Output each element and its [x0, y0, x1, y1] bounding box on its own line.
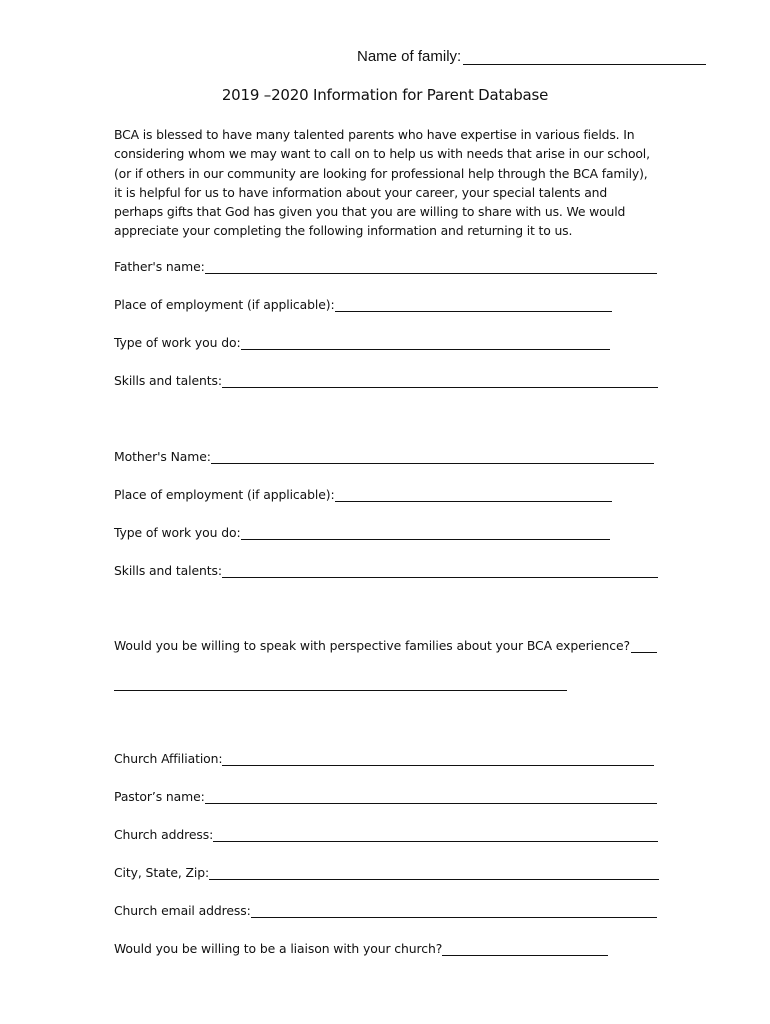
mother-work-field [114, 525, 610, 540]
church-affiliation-blank[interactable] [222, 751, 654, 766]
family-name-label: Name of family: [357, 48, 462, 65]
father-employment-label: Place of employment (if applicable): [114, 297, 335, 312]
speak-answer-blank[interactable] [631, 638, 657, 653]
city-state-zip-label: City, State, Zip: [114, 865, 210, 880]
speak-question-label: Would you be willing to speak with perspective families about your BCA experience? [114, 638, 630, 653]
intro-line: perhaps gifts that God has given you that you are willing to share with us. We would [114, 204, 626, 220]
pastor-name-blank[interactable] [205, 789, 657, 804]
father-employment-blank[interactable] [335, 297, 612, 312]
intro-line: appreciate your completing the following information and returning it to us. [114, 223, 573, 239]
family-name-field [357, 48, 706, 65]
father-work-blank[interactable] [241, 335, 610, 350]
mother-skills-label: Skills and talents: [114, 563, 222, 578]
church-liaison-label: Would you be willing to be a liaison with your church? [114, 941, 443, 956]
pastor-name-label: Pastor’s name: [114, 789, 205, 804]
father-skills-label: Skills and talents: [114, 373, 222, 388]
father-employment-field [114, 297, 612, 312]
intro-line: it is helpful for us to have information about your career, your special talents and [114, 184, 608, 200]
church-email-blank[interactable] [251, 903, 657, 918]
mother-employment-label: Place of employment (if applicable): [114, 487, 335, 502]
mother-work-label: Type of work you do: [114, 525, 241, 540]
church-email-label: Church email address: [114, 903, 251, 918]
mother-name-label: Mother's Name: [114, 449, 211, 464]
intro-paragraph [114, 125, 674, 241]
father-name-field [114, 259, 657, 274]
intro-line: considering whom we may want to call on to help us with needs that arise in our school, [114, 146, 650, 162]
father-name-label: Father's name: [114, 259, 205, 274]
father-skills-field [114, 373, 658, 388]
father-work-field [114, 335, 610, 350]
church-affiliation-field [114, 751, 654, 766]
mother-employment-field [114, 487, 612, 502]
church-address-field [114, 827, 658, 842]
intro-line: (or if others in our community are looking for professional help through the BCA family), [114, 165, 648, 181]
church-liaison-field [114, 941, 608, 956]
mother-employment-blank[interactable] [335, 487, 612, 502]
father-skills-blank[interactable] [222, 373, 658, 388]
pastor-name-field [114, 789, 657, 804]
church-address-label: Church address: [114, 827, 214, 842]
father-name-blank[interactable] [205, 259, 657, 274]
church-liaison-blank[interactable] [442, 941, 608, 956]
mother-name-blank[interactable] [211, 449, 654, 464]
church-email-field [114, 903, 657, 918]
mother-name-field [114, 449, 654, 464]
father-work-label: Type of work you do: [114, 335, 241, 350]
city-state-zip-field [114, 865, 659, 880]
mother-skills-field [114, 563, 658, 578]
church-affiliation-label: Church Affiliation: [114, 751, 223, 766]
church-address-blank[interactable] [213, 827, 658, 842]
family-name-blank[interactable] [463, 48, 706, 65]
page-title: 2019 –2020 Information for Parent Database [221, 86, 549, 104]
mother-skills-blank[interactable] [222, 563, 658, 578]
intro-line: BCA is blessed to have many talented parents who have expertise in various fields. In [114, 127, 635, 142]
speak-answer-line[interactable] [114, 690, 567, 691]
mother-work-blank[interactable] [241, 525, 610, 540]
speak-question-field [114, 638, 657, 653]
city-state-zip-blank[interactable] [209, 865, 659, 880]
